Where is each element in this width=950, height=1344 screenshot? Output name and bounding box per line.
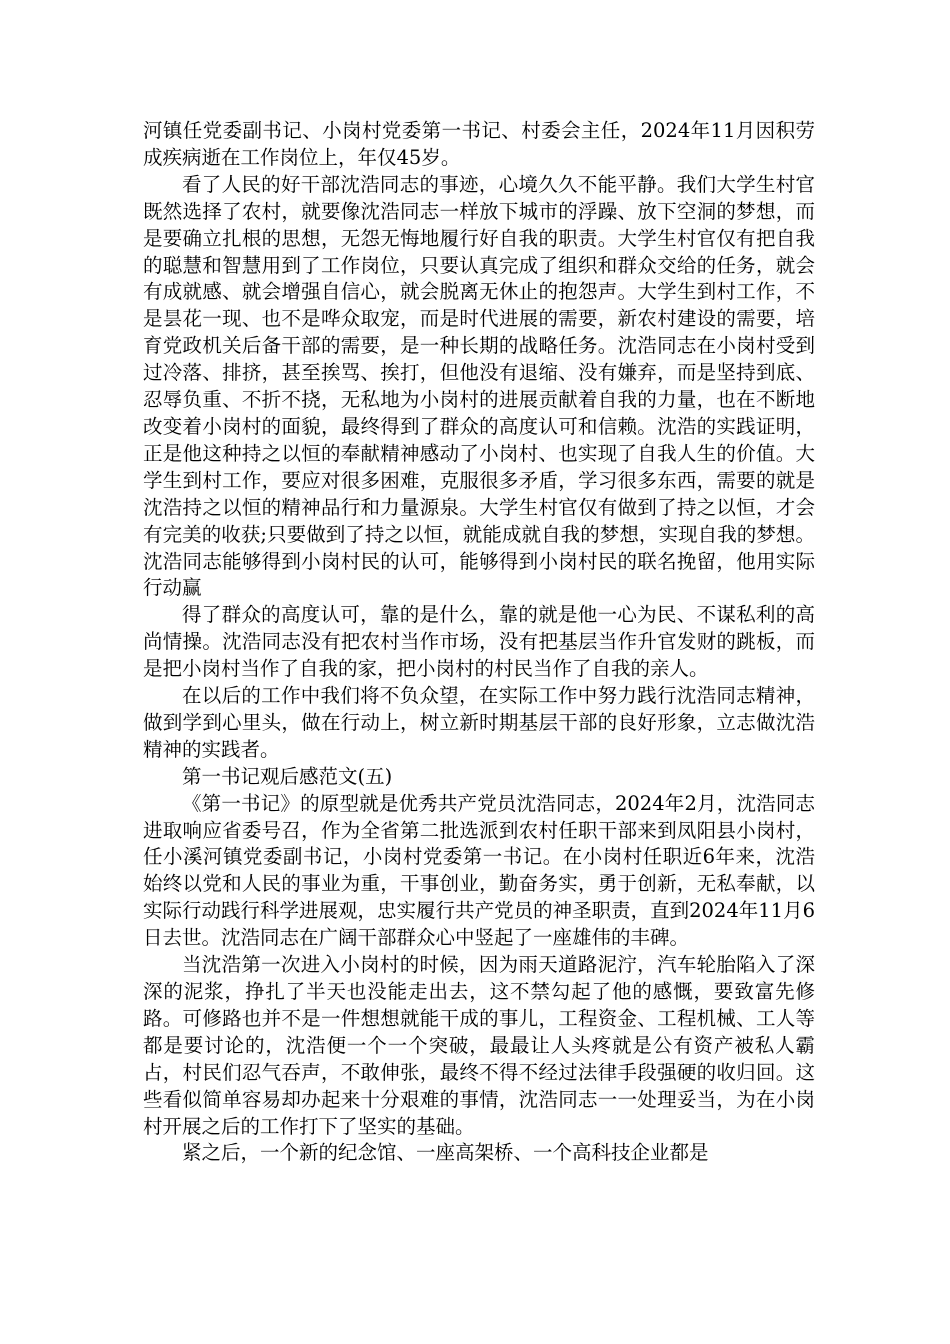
document-body: [143, 118, 815, 1167]
paragraph-1: 河镇任党委副书记、小岗村党委第一书记、村委会主任，2024年11月因积劳成疾病逝在工作岗位上，年仅45岁。: [143, 119, 815, 169]
paragraph-4: 在以后的工作中我们将不负众望，在实际工作中努力践行沈浩同志精神，做到学到心里头，做在行动上，树立新时期基层干部的良好形象，立志做沈浩精神的实践者。: [143, 684, 815, 761]
paragraph-2: 看了人民的好干部沈浩同志的事迹，心境久久不能平静。我们大学生村官既然选择了农村，就要像沈浩同志一样放下城市的浮躁、放下空洞的梦想，而是要确立扎根的思想，无怨无悔地履行好自我的职责。大学生村官仅有把自我的聪慧和智慧用到了工作岗位，只要认真完成了组织和群众交给的任务，就会有成就感、就会增强自信心，就会脱离无休止的抱怨声。大学生到村工作，不是昙花一现、也不是哗众取宠，而是时代进展的需要，新农村建设的需要，培育党政机关后备干部的需要，是一种长期的战略任务。沈浩同志在小岗村受到过冷落、排挤，甚至挨骂、挨打，但他没有退缩、没有嫌弃，而是坚持到底、忍辱负重、不折不挠，无私地为小岗村的进展贡献着自我的力量，也在不断地改变着小岗村的面貌，最终得到了群众的高度认可和信赖。沈浩的实践证明，正是他这种持之以恒的奉献精神感动了小岗村、也实现了自我人生的价值。大学生到村工作，要应对很多困难，克服很多矛盾，学习很多东西，需要的就是沈浩持之以恒的精神品行和力量源泉。大学生村官仅有做到了持之以恒，才会有完美的收获;只要做到了持之以恒，就能成就自我的梦想，实现自我的梦想。沈浩同志能够得到小岗村民的认可，能够得到小岗村民的联名挽留，他用实际行动赢: [143, 172, 815, 600]
paragraph-3: 得了群众的高度认可，靠的是什么，靠的就是他一心为民、不谋私利的高尚情操。沈浩同志没有把农村当作市场，没有把基层当作升官发财的跳板，而是把小岗村当作了自我的家，把小岗村的村民当作了自我的亲人。: [143, 603, 815, 681]
paragraph-6: 当沈浩第一次进入小岗村的时候，因为雨天道路泥泞，汽车轮胎陷入了深深的泥浆，挣扎了半天也没能走出去，这不禁勾起了他的感慨，要致富先修路。可修路也并不是一件想想就能干成的事儿，工程资金、工程机械、工人等都是要讨论的，沈浩便一个一个突破，最最让人头疼就是公有资产被私人霸占，村民们忍气吞声，不敢伸张，最终不得不经过法律手段强硬的收归回。这些看似简单容易却办起来十分艰难的事情，沈浩同志一一处理妥当，为在小岗村开展之后的工作打下了坚实的基础。: [143, 953, 815, 1138]
paragraph-5: 《第一书记》的原型就是优秀共产党员沈浩同志，2024年2月，沈浩同志进取响应省委号召，作为全省第二批选派到农村任职干部来到凤阳县小岗村，任小溪河镇党委副书记，小岗村党委第一书记。在小岗村任职近6年来，沈浩始终以党和人民的事业为重，干事创业，勤奋务实，勇于创新，无私奉献，以实际行动践行科学进展观，忠实履行共产党员的神圣职责，直到2024年11月6日去世。沈浩同志在广阔干部群众心中竖起了一座雄伟的丰碑。: [143, 791, 815, 950]
section-heading: 第一书记观后感范文(五): [182, 764, 393, 788]
paragraph-7: 紧之后，一个新的纪念馆、一座高架桥、一个高科技企业都是: [182, 1141, 709, 1165]
